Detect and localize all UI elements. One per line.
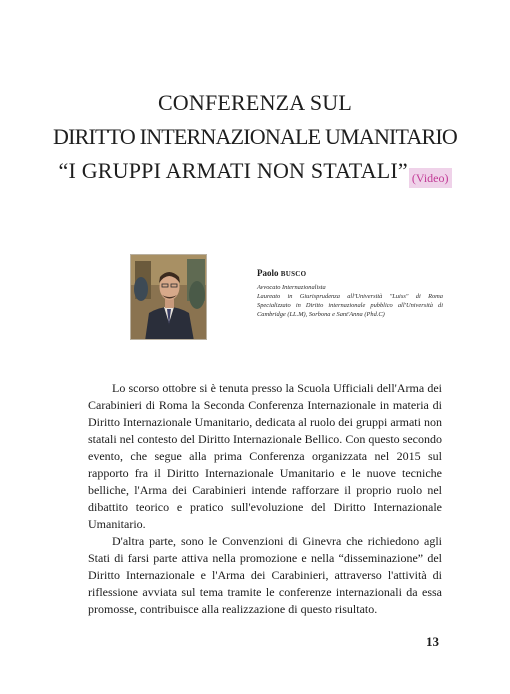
author-last-name: BUSCO (280, 270, 307, 278)
article-body (88, 380, 442, 618)
title-line-2: DIRITTO INTERNAZIONALE UMANITARIO (52, 124, 458, 149)
body-paragraph-1: Lo scorso ottobre si è tenuta presso la Scuola Ufficiali dell'Arma dei Carabinieri di Roma la Seconda Conferenza Internazionale in materia di Diritto Internazionale Umanitario, dedicata al ruolo dei gruppi armati non statali nel contesto del Diritto Internazionale Bellico. Con questo secondo evento, che segue alla prima Conferenza organizzata nel 2015 sul rapporto fra il Diritto Internazionale Umanitario e le nuove tecniche belliche, l'Arma dei Carabinieri intende rafforzare il proprio ruolo nel dibattito teorico e pratico sull'evoluzione del Diritto Internazionale Umanitario. (88, 381, 442, 531)
title-line-3 (0, 154, 510, 188)
author-first-name: Paolo (257, 268, 279, 278)
body-paragraph-2: D'altra parte, sono le Convenzioni di Ginevra che richiedono agli Stati di farsi parte attiva nella promozione e nella “disseminazione” del Diritto Internazionale e l'Arma dei Carabinieri, attraverso l'attività di riflessione avviata sul tema tramite le conferenze internazionali da essa promosse, contribuisce alla realizzazione di questo risultato. (88, 534, 442, 616)
article-title (0, 86, 510, 188)
author-portrait-image (131, 255, 207, 340)
title-line-3-text: “I GRUPPI ARMATI NON STATALI” (58, 158, 408, 183)
author-photo (130, 254, 207, 340)
author-role: Avvocato Internazionalista (257, 284, 326, 291)
author-info (257, 268, 443, 319)
author-name (257, 268, 443, 278)
video-link[interactable]: (Video) (409, 168, 452, 188)
page-number: 13 (426, 634, 439, 649)
author-credentials: Laureato in Giurisprudenza all'Università "Luiss" di Roma Specializzato in Diritto internazionale pubblico all'Università di Cambridge (LL.M), Sorbona e Sant'Anna (Phd.C) (257, 293, 443, 318)
title-line-1: CONFERENZA SUL (157, 90, 353, 115)
